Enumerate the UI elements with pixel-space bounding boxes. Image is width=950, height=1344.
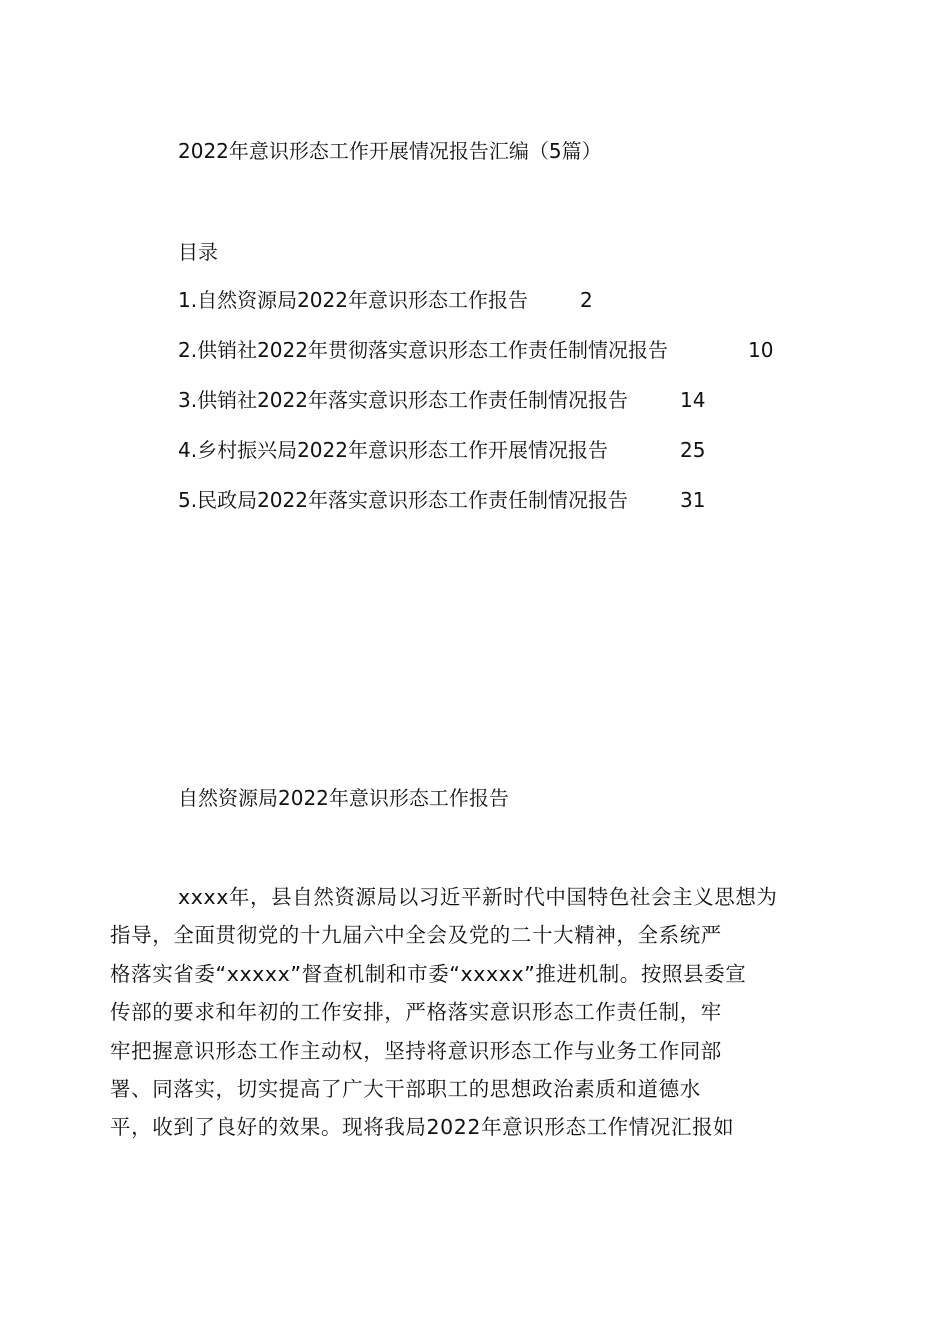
toc-item-page-number: 10 [748, 338, 774, 362]
toc-heading: 目录 [178, 240, 218, 264]
toc-item-label: 2.供销社2022年贯彻落实意识形态工作责任制情况报告 [178, 338, 668, 362]
paragraph-line: 平，收到了良好的效果。现将我局2022年意识形态工作情况汇报如 [110, 1115, 735, 1140]
paragraph-line: 牢把握意识形态工作主动权，坚持将意识形态工作与业务工作同部 [110, 1038, 722, 1063]
toc-item[interactable] [178, 285, 593, 315]
toc-item-label: 5.民政局2022年落实意识形态工作责任制情况报告 [178, 488, 628, 512]
toc-item[interactable] [178, 435, 706, 465]
toc-item-page-number: 2 [580, 288, 593, 312]
toc-item-label: 1.自然资源局2022年意识形态工作报告 [178, 288, 528, 312]
toc-item[interactable] [178, 335, 774, 365]
toc-item-label: 4.乡村振兴局2022年意识形态工作开展情况报告 [178, 438, 608, 462]
section-body-paragraph [110, 878, 808, 1147]
toc-item[interactable] [178, 385, 706, 415]
toc-item-page-number: 14 [680, 388, 706, 412]
section-title: 自然资源局2022年意识形态工作报告 [178, 786, 509, 810]
paragraph-line: 格落实省委“xxxxx”督查机制和市委“xxxxx”推进机制。按照县委宣 [110, 961, 747, 986]
document-title: 2022年意识形态工作开展情况报告汇编（5篇） [178, 139, 602, 163]
paragraph-line: 署、同落实，切实提高了广大干部职工的思想政治素质和道德水 [110, 1077, 701, 1102]
paragraph-line: 传部的要求和年初的工作安排，严格落实意识形态工作责任制，牢 [110, 1000, 722, 1025]
toc-item-label: 3.供销社2022年落实意识形态工作责任制情况报告 [178, 388, 628, 412]
toc-item-page-number: 31 [680, 488, 706, 512]
toc-item-page-number: 25 [680, 438, 706, 462]
paragraph-line: 指导，全面贯彻党的十九届六中全会及党的二十大精神，全系统严 [110, 923, 722, 948]
paragraph-line: xxxx年，县自然资源局以习近平新时代中国特色社会主义思想为 [178, 885, 778, 909]
toc-item[interactable] [178, 485, 706, 515]
